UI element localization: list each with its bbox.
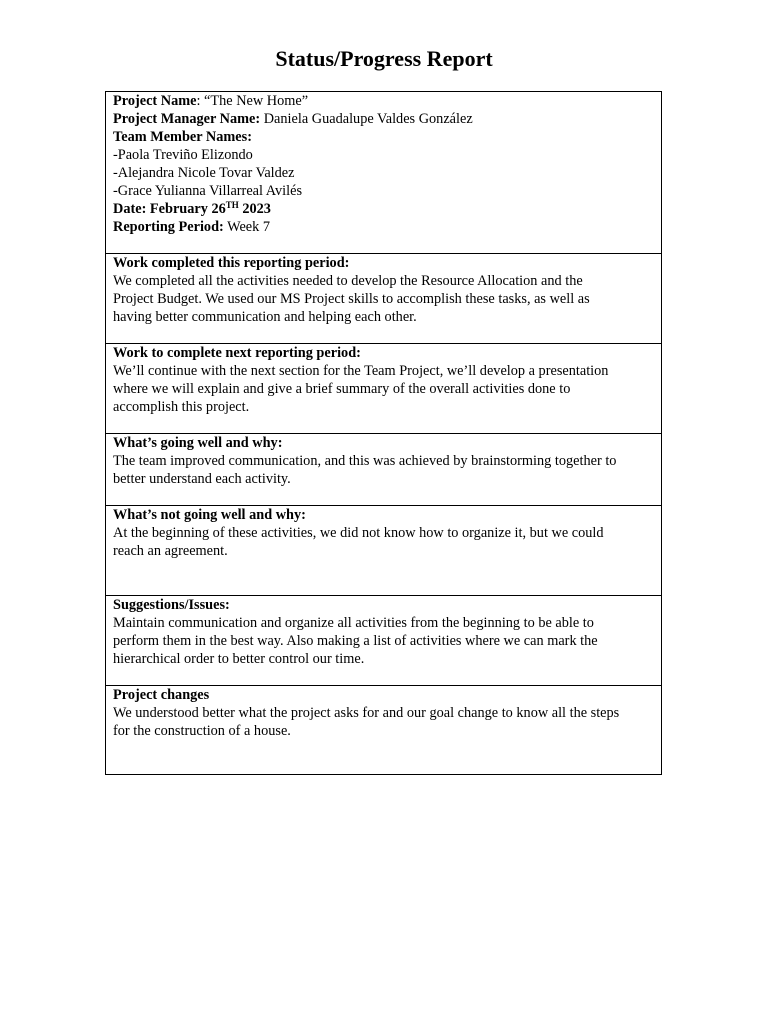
project-changes-section — [106, 685, 661, 774]
report-date-year: 2023 — [238, 201, 271, 217]
page-title: Status/Progress Report — [275, 46, 493, 71]
not-going-well-text: At the beginning of these activities, we did not know how to organize it, but we could — [113, 525, 604, 541]
going-well-heading: What’s going well and why: — [113, 435, 283, 451]
work-completed-text: We completed all the activities needed to develop the Resource Allocation and the — [113, 273, 583, 289]
team-member-item: -Grace Yulianna Villarreal Avilés — [113, 183, 303, 199]
project-name-label: Project Name — [113, 93, 197, 109]
project-name-value: : “The New Home” — [196, 93, 309, 109]
not-going-well-section — [106, 505, 661, 595]
reporting-period-label: Reporting Period: — [113, 219, 224, 235]
suggestions-text: hierarchical order to better control our time. — [113, 651, 365, 667]
project-manager-value: Daniela Guadalupe Valdes González — [260, 111, 473, 127]
reporting-period-value: Week 7 — [223, 219, 271, 235]
project-name-line — [113, 92, 654, 110]
project-manager-label: Project Manager Name: — [113, 111, 261, 127]
going-well-section — [106, 433, 661, 505]
suggestions-heading: Suggestions/Issues: — [113, 597, 230, 613]
report-date — [113, 200, 654, 218]
not-going-well-text: reach an agreement. — [113, 543, 228, 559]
team-member-item: -Alejandra Nicole Tovar Valdez — [113, 165, 295, 181]
project-changes-text: for the construction of a house. — [113, 723, 291, 739]
project-changes-text: We understood better what the project asks for and our goal change to know all the steps — [113, 705, 620, 721]
project-changes-heading: Project changes — [113, 687, 210, 703]
project-info-section — [106, 92, 661, 253]
work-completed-text: having better communication and helping each other. — [113, 309, 417, 325]
suggestions-section — [106, 595, 661, 685]
work-next-text: accomplish this project. — [113, 399, 250, 415]
team-members-label: Team Member Names: — [113, 129, 252, 145]
report-date-sup: TH — [225, 200, 239, 210]
work-next-section — [106, 343, 661, 433]
going-well-text: The team improved communication, and this was achieved by brainstorming together to — [113, 453, 617, 469]
suggestions-text: perform them in the best way. Also making a list of activities where we can mark the — [113, 633, 598, 649]
work-next-text: We’ll continue with the next section for the Team Project, we’ll develop a presentation — [113, 363, 609, 379]
work-completed-text: Project Budget. We used our MS Project skills to accomplish these tasks, as well as — [113, 291, 590, 307]
report-table — [105, 91, 662, 775]
work-completed-heading: Work completed this reporting period: — [113, 255, 350, 271]
work-next-text: where we will explain and give a brief summary of the overall activities done to — [113, 381, 571, 397]
reporting-period-line — [113, 218, 654, 236]
project-manager-line — [113, 110, 654, 128]
going-well-text: better understand each activity. — [113, 471, 291, 487]
work-next-heading: Work to complete next reporting period: — [113, 345, 361, 361]
team-member-item: -Paola Treviño Elizondo — [113, 147, 253, 163]
work-completed-section — [106, 253, 661, 343]
report-date-main: Date: February 26 — [113, 201, 226, 217]
not-going-well-heading: What’s not going well and why: — [113, 507, 306, 523]
suggestions-text: Maintain communication and organize all activities from the beginning to be able to — [113, 615, 594, 631]
